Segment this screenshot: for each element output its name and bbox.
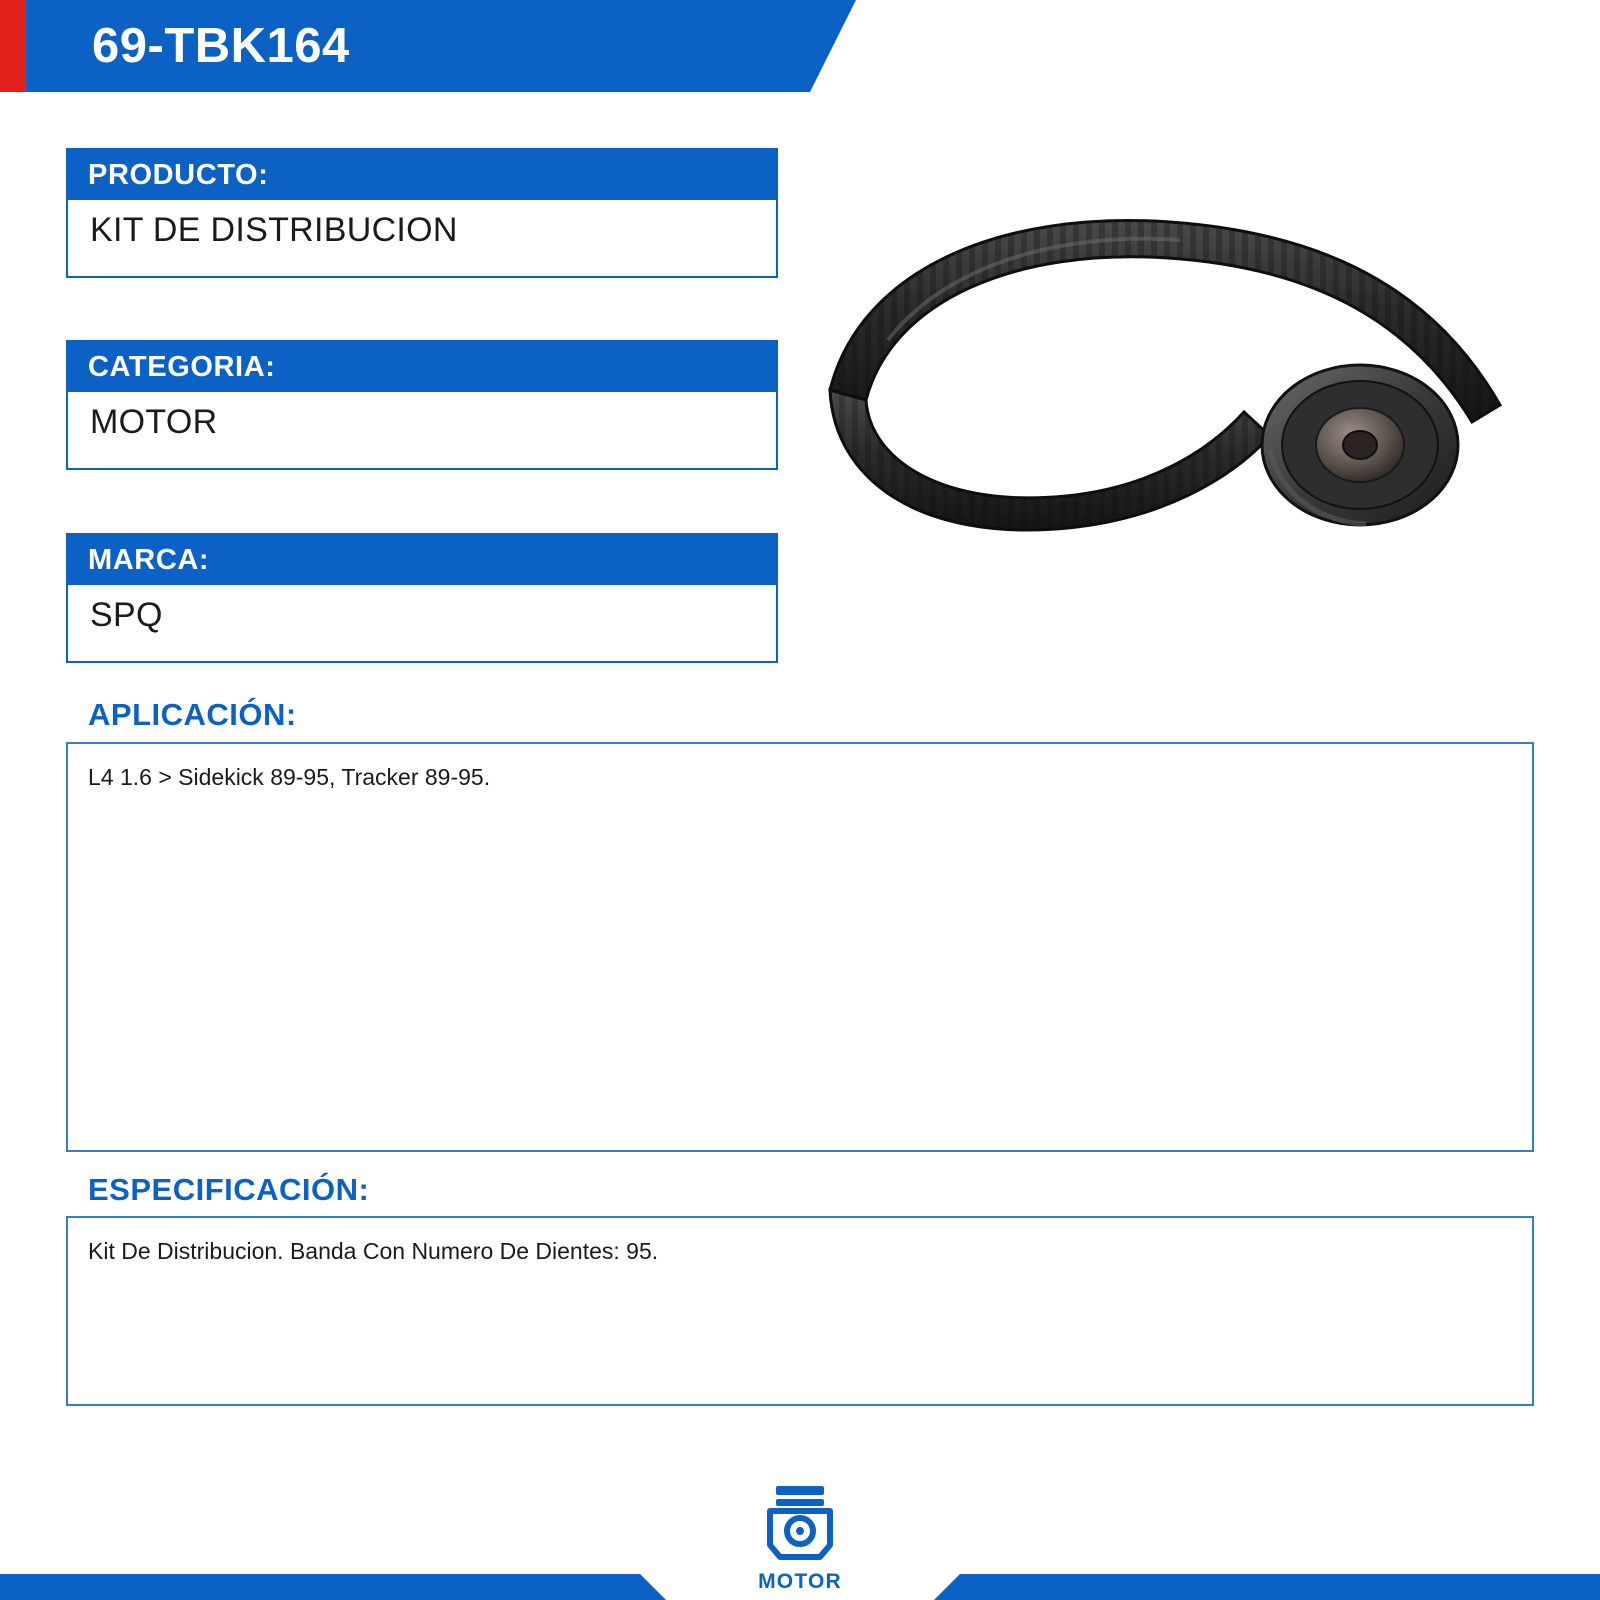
info-label-producto: PRODUCTO: <box>66 148 778 200</box>
info-value-box-marca <box>66 585 778 663</box>
especificacion-text-box <box>66 1216 1534 1406</box>
aplicacion-text-box <box>66 742 1534 1152</box>
info-label-categoria: CATEGORIA: <box>66 340 778 392</box>
info-value-box-categoria <box>66 392 778 470</box>
tensioner-pulley-illustration <box>1262 365 1458 525</box>
info-block-marca <box>66 533 778 663</box>
especificacion-text: Kit De Distribucion. Banda Con Numero De Dientes: 95. <box>88 1238 659 1264</box>
info-label-marca: MARCA: <box>66 533 778 585</box>
info-value-marca: SPQ <box>90 596 163 634</box>
footer-label: MOTOR <box>758 1570 842 1593</box>
aplicacion-text: L4 1.6 > Sidekick 89-95, Tracker 89-95. <box>88 764 491 790</box>
header-blue-banner <box>26 0 810 92</box>
footer-center <box>690 1482 910 1594</box>
footer-right-accent <box>960 1574 1600 1600</box>
page-title: 69-TBK164 <box>92 19 350 73</box>
info-value-categoria: MOTOR <box>90 403 218 441</box>
info-value-box-producto <box>66 200 778 278</box>
product-image <box>800 150 1540 580</box>
info-value-producto: KIT DE DISTRIBUCION <box>90 211 458 249</box>
header-bar <box>0 0 1600 92</box>
timing-belt-kit-illustration <box>800 150 1540 580</box>
piston-icon <box>754 1482 846 1568</box>
footer-bar <box>0 1564 1600 1600</box>
info-block-producto <box>66 148 778 278</box>
section-title-aplicacion: APLICACIÓN: <box>88 697 297 732</box>
info-block-categoria <box>66 340 778 470</box>
header-red-accent <box>0 0 26 92</box>
section-title-especificacion: ESPECIFICACIÓN: <box>88 1172 370 1207</box>
footer-left-accent <box>0 1574 640 1600</box>
